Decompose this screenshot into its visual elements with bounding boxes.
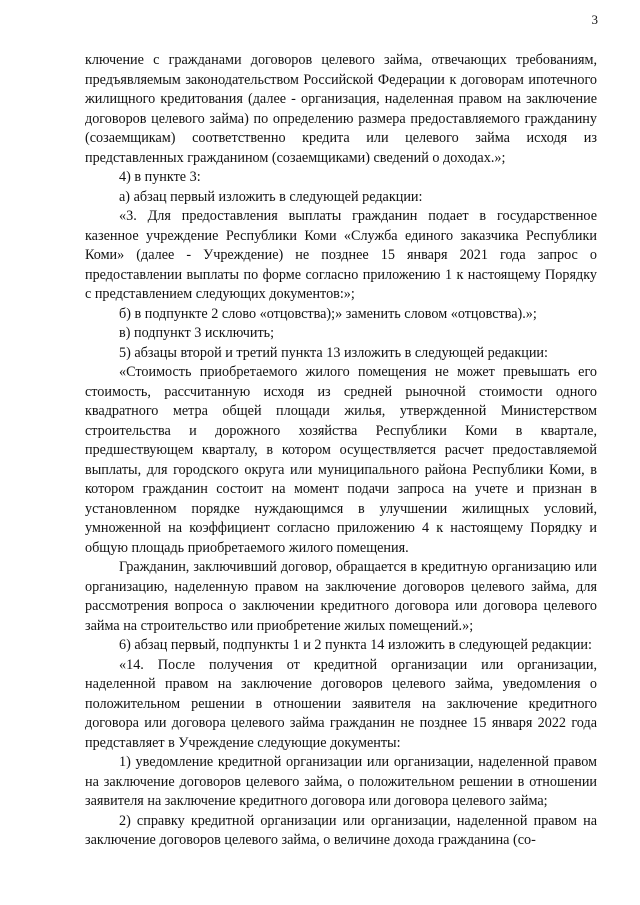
paragraph: 2) справку кредитной организации или организации, наделенной правом на заключение договоров целевого займа, о величине дохода гражданина (со-	[85, 812, 597, 848]
paragraph: а) абзац первый изложить в следующей редакции:	[119, 188, 423, 205]
body-text	[85, 51, 597, 851]
paragraph: 6) абзац первый, подпункты 1 и 2 пункта 14 изложить в следующей редакции:	[119, 637, 592, 653]
paragraph: в) подпункт 3 исключить;	[119, 325, 275, 341]
paragraph: 1) уведомление кредитной организации или организации, наделенной правом на заключение договоров целевого займа, о положительном решении в отношении заявителя на заключение кредитного договора или договора целевого займа;	[85, 754, 597, 809]
paragraph: «Стоимость приобретаемого жилого помещения не может превышать его стоимость, рассчитанную исходя из средней рыночной стоимости одного квадратного метра общей площади жилья, утвержденной Министерством строительства и дорожного хозяйства Республики Коми в квартале, предшествующем кварталу, в котором осуществляется расчет предоставляемой выплаты, для городского округа или муниципального района Республики Коми, в котором гражданин состоит на момент подачи запроса на учете и признан в установленном порядке нуждающимся в улучшении жилищных условий, умноженной на коэффициент согласно приложению 4 к настоящему Порядку и общую площадь приобретаемого жилого помещения.	[85, 364, 597, 556]
paragraph: б) в подпункте 2 слово «отцовства);» заменить словом «отцовства).»;	[119, 305, 537, 322]
paragraph: «3. Для предоставления выплаты гражданин подает в государственное казенное учреждение Республики Коми «Служба единого заказчика Республики Коми» (далее - Учреждение) не позднее 15 января 2021 года запрос о предоставлении выплаты по форме согласно приложению 1 к настоящему Порядку с представлением следующих документов:»;	[85, 208, 597, 302]
paragraph: «14. После получения от кредитной организации или организации, наделенной правом на заключение договоров целевого займа, уведомления о положительном решении в отношении заявителя на заключение кредитного договора или договора целевого займа гражданин не позднее 15 января 2022 года представляет в Учреждение следующие документы:	[85, 656, 597, 751]
page-number: 3	[591, 12, 598, 27]
paragraph: ключение с гражданами договоров целевого займа, отвечающих требованиям, предъявляемым законодательством Российской Федерации к договорам ипотечного жилищного кредитования (далее - организация, наделенная правом на заключение договоров целевого займа) по определению размера предоставляемого гражданину (созаемщикам) соответственно кредита или целевого займа исходя из представленных гражданином (созаемщиками) сведений о доходах.»;	[85, 52, 597, 166]
paragraph: 4) в пункте 3:	[119, 169, 201, 185]
paragraph: Гражданин, заключивший договор, обращается в кредитную организацию или организацию, наделенную правом на заключение договоров целевого займа, для рассмотрения вопроса о заключении кредитного договора или договора целевого займа на строительство или приобретение жилых помещений.»;	[85, 559, 597, 634]
paragraph: 5) абзацы второй и третий пункта 13 изложить в следующей редакции:	[119, 344, 548, 361]
